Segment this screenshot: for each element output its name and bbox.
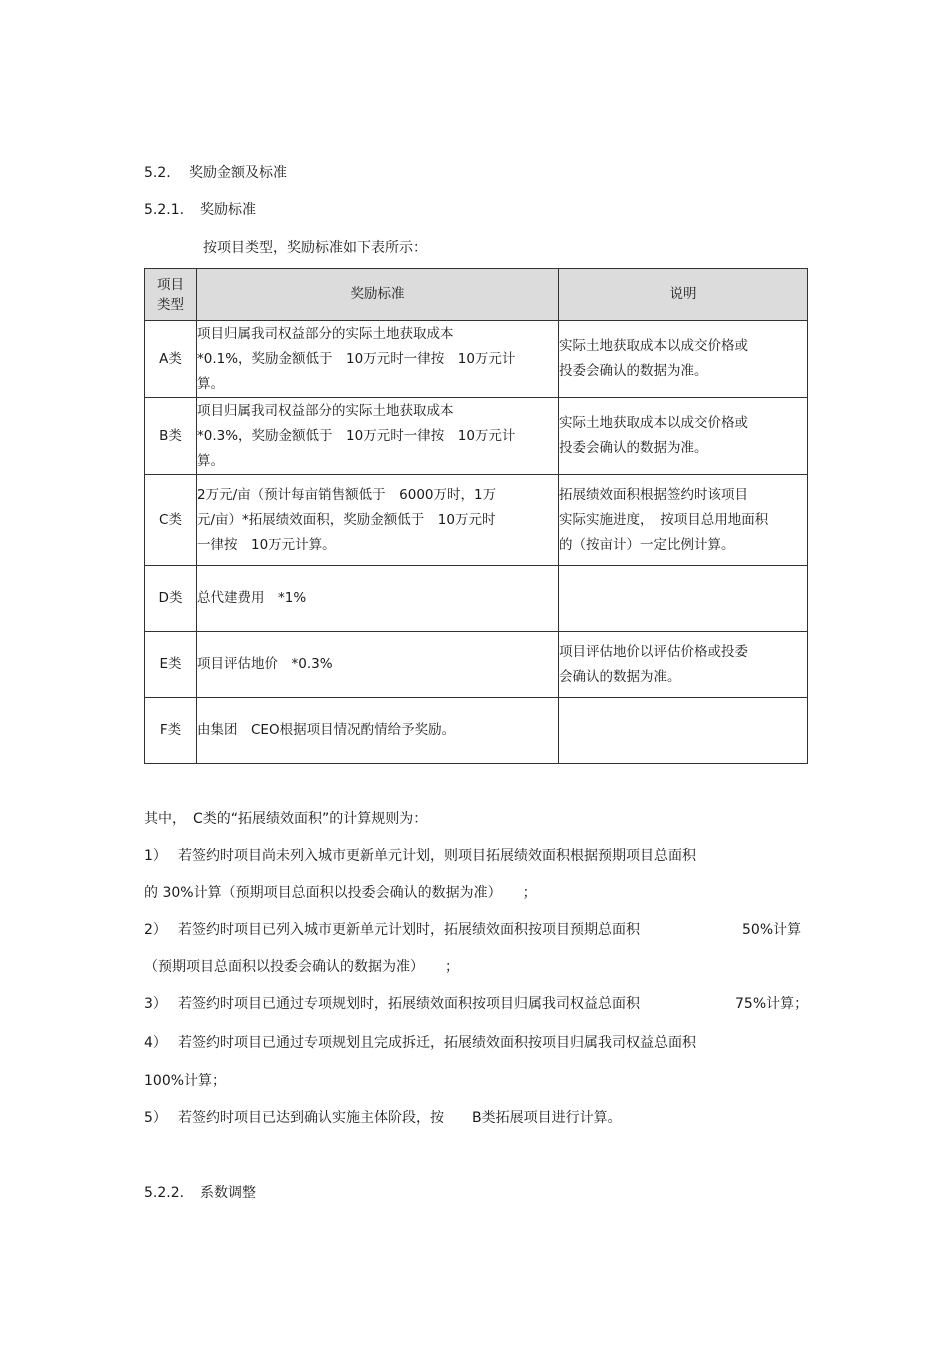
note-line: 投委会确认的数据为准。 — [559, 363, 708, 379]
rule-item-3 — [144, 994, 640, 1014]
note-line: 会确认的数据为准。 — [559, 668, 681, 685]
note-line: 项目评估地价以评估价格或投委 — [559, 643, 748, 660]
row-standard — [197, 398, 559, 475]
standard-line: 由集团 CEO根据项目情况酌情给予奖励。 — [197, 722, 456, 738]
header-type-line: 项目 — [157, 276, 184, 293]
rule-text: 若签约时项目已达到确认实施主体阶段，按 B类拓展项目进行计算。 — [178, 1110, 622, 1126]
rule-number: 5） — [144, 1110, 167, 1126]
row-type: D类 — [145, 566, 197, 632]
note-line: 的（按亩计）一定比例计算。 — [559, 536, 735, 553]
row-note — [559, 321, 808, 398]
section-title: 系数调整 — [200, 1185, 256, 1201]
section-5-2-2-heading — [144, 1183, 256, 1203]
header-type-line: 类型 — [157, 296, 184, 313]
standard-line: 算。 — [197, 452, 224, 469]
section-title: 奖励金额及标准 — [189, 165, 287, 181]
rule-item-3-tail: 75%计算； — [735, 996, 809, 1012]
row-standard — [197, 698, 559, 764]
row-type: A类 — [145, 321, 197, 398]
standard-line: 项目评估地价 *0.3% — [197, 656, 333, 672]
row-note — [559, 475, 808, 566]
header-type — [145, 269, 197, 321]
row-note — [559, 632, 808, 698]
header-note: 说明 — [559, 269, 808, 321]
note-line: 拓展绩效面积根据签约时该项目 — [559, 486, 748, 503]
standard-line: 2万元/亩（预计每亩销售额低于 6000万时，1万 — [197, 486, 497, 503]
standard-line: 总代建费用 *1% — [197, 590, 307, 606]
standard-line: 算。 — [197, 375, 224, 392]
section-number: 5.2.2. — [144, 1185, 185, 1201]
rule-item-4-continuation: 100%计算； — [144, 1073, 227, 1089]
standard-line: 项目归属我司权益部分的实际土地获取成本 — [197, 402, 454, 419]
row-type: F类 — [145, 698, 197, 764]
rule-item-2-continuation: （预期项目总面积以投委会确认的数据为准） ； — [144, 959, 459, 975]
standard-line: *0.3%，奖励金额低于 10万元时一律按 10万元计 — [197, 427, 516, 444]
rule-text: 若签约时项目已列入城市更新单元计划时，拓展绩效面积按项目预期总面积 — [178, 922, 640, 938]
table-row — [145, 566, 808, 632]
rule-item-4 — [144, 1033, 696, 1053]
note-line: 投委会确认的数据为准。 — [559, 440, 708, 456]
standard-line: 元/亩）*拓展绩效面积，奖励金额低于 10万元时 — [197, 511, 496, 528]
table-row — [145, 632, 808, 698]
row-standard — [197, 321, 559, 398]
row-type: E类 — [145, 632, 197, 698]
header-standard: 奖励标准 — [197, 269, 559, 321]
row-note — [559, 566, 808, 632]
standard-line: 一律按 10万元计算。 — [197, 536, 336, 553]
rule-text: 若签约时项目已通过专项规划时，拓展绩效面积按项目归属我司权益总面积 — [178, 996, 640, 1012]
table-header-row — [145, 269, 808, 321]
section-5-2-heading — [144, 163, 287, 183]
table-row — [145, 698, 808, 764]
rule-text: 若签约时项目尚未列入城市更新单元计划，则项目拓展绩效面积根据预期项目总面积 — [178, 848, 696, 864]
rule-item-1 — [144, 846, 696, 866]
note-line: 实际土地获取成本以成交价格或 — [559, 415, 748, 431]
rule-item-2 — [144, 920, 640, 940]
reward-table — [144, 268, 808, 764]
table-row — [145, 321, 808, 398]
row-note — [559, 698, 808, 764]
section-number: 5.2. — [144, 165, 171, 181]
table-row — [145, 398, 808, 475]
row-standard — [197, 566, 559, 632]
section-5-2-1-heading — [144, 200, 256, 220]
row-note — [559, 398, 808, 475]
rule-item-2-tail: 50%计算 — [742, 922, 802, 938]
rule-number: 1） — [144, 848, 167, 864]
standard-line: 项目归属我司权益部分的实际土地获取成本 — [197, 325, 454, 342]
standard-line: *0.1%，奖励金额低于 10万元时一律按 10万元计 — [197, 350, 516, 367]
row-standard — [197, 632, 559, 698]
row-type: C类 — [145, 475, 197, 566]
row-standard — [197, 475, 559, 566]
section-title: 奖励标准 — [200, 202, 256, 218]
rule-number: 2） — [144, 922, 167, 938]
rule-item-5 — [144, 1108, 622, 1128]
rule-number: 4） — [144, 1035, 167, 1051]
intro-paragraph: 按项目类型，奖励标准如下表所示： — [203, 240, 427, 256]
row-type: B类 — [145, 398, 197, 475]
table-row — [145, 475, 808, 566]
section-number: 5.2.1. — [144, 202, 185, 218]
note-line: 实际实施进度， 按项目总用地面积 — [559, 511, 769, 528]
note-line: 实际土地获取成本以成交价格或 — [559, 338, 748, 354]
rule-intro: 其中， C类的“拓展绩效面积”的计算规则为： — [144, 811, 428, 827]
rule-number: 3） — [144, 996, 167, 1012]
rule-item-1-continuation: 的 30%计算（预期项目总面积以投委会确认的数据为准） ； — [144, 885, 537, 901]
rule-text: 若签约时项目已通过专项规划且完成拆迁，拓展绩效面积按项目归属我司权益总面积 — [178, 1035, 696, 1051]
